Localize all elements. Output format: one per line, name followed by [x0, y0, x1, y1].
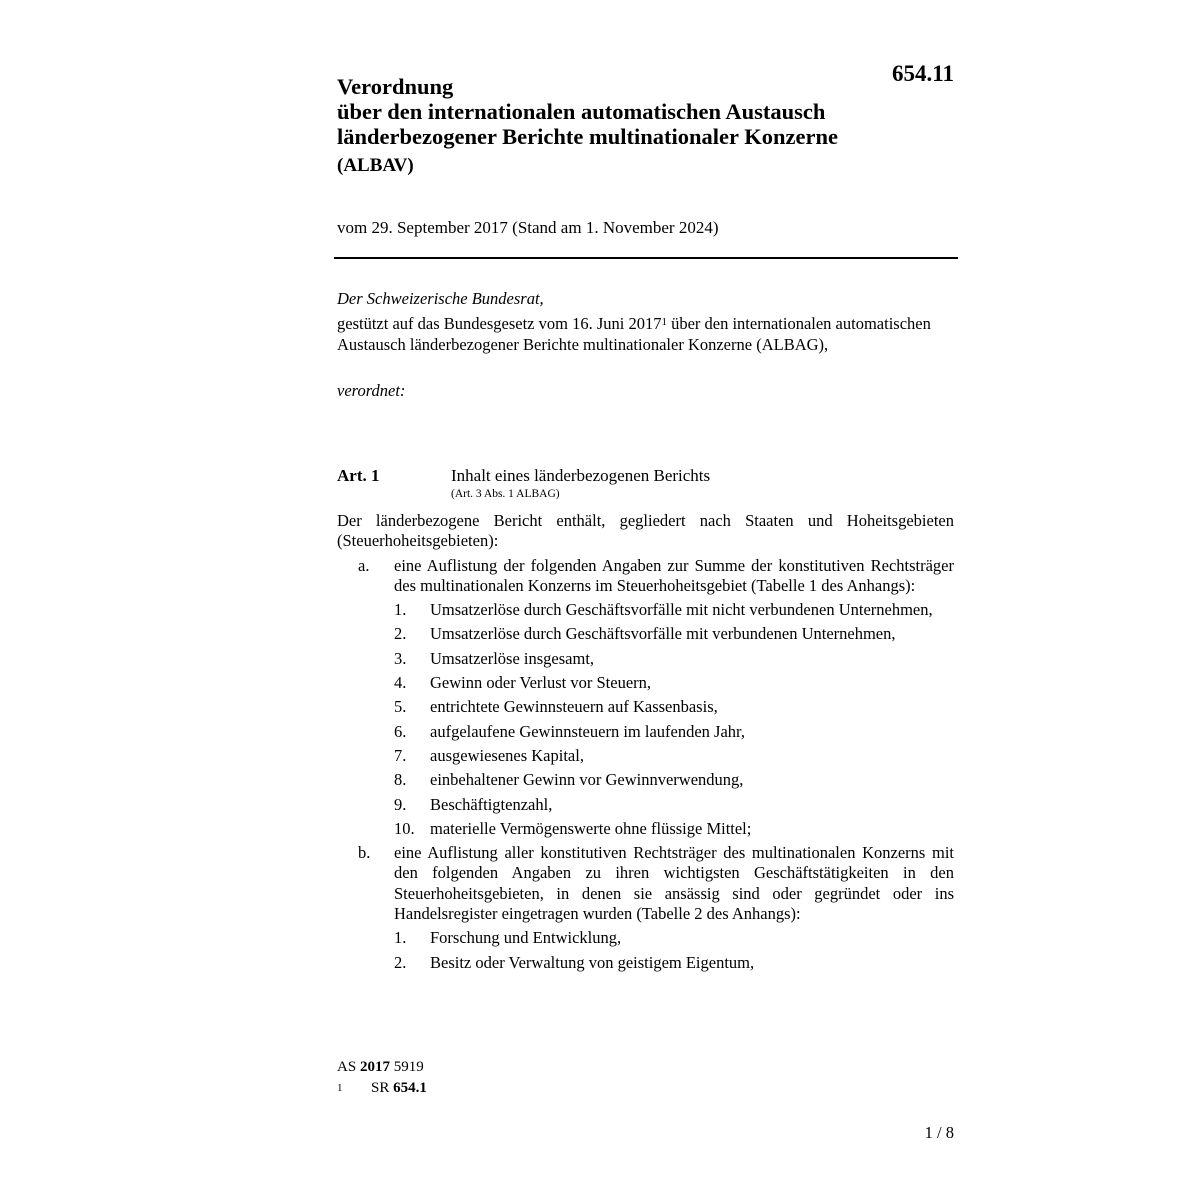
preamble-basis — [337, 314, 957, 355]
sub-item-label: 1. — [394, 600, 407, 620]
list-item-label: a. — [358, 555, 370, 575]
sub-item-label: 10. — [394, 818, 415, 838]
article-title: Inhalt eines länderbezogenen Berichts — [451, 466, 711, 485]
article-label: Art. 1 — [337, 466, 380, 485]
footnote-1 — [337, 1079, 427, 1098]
sub-item — [337, 953, 954, 973]
list-item-text: eine Auflistung aller konstitutiven Rechtsträger des multinationalen Konzerns mit den folgenden Angaben zu ihren wichtigsten Geschäftstätigkeiten in den Steuerhoheitsgebieten, in denen sie ansässig sind oder gegründet oder ins Handelsregister eingetragen wurden (Tabelle 2 des Anhangs): — [394, 843, 954, 924]
sub-item-text: Gewinn oder Verlust vor Steuern, — [430, 673, 652, 693]
sub-item — [337, 624, 954, 644]
footnote-as — [337, 1058, 424, 1077]
sub-item-label: 5. — [394, 697, 407, 717]
sub-item-text: aufgelaufene Gewinnsteuern im laufenden Jahr, — [430, 721, 745, 741]
sub-item-label: 3. — [394, 648, 407, 668]
sub-item — [337, 928, 954, 948]
sub-item — [337, 770, 954, 790]
list-item-text: eine Auflistung der folgenden Angaben zur Summe der konstitutiven Rechtsträger des multinationalen Konzerns im Steuerhoheitsgebiet (Tabelle 1 des Anhangs): — [394, 555, 954, 595]
sub-item — [337, 819, 954, 839]
title-abbreviation: (ALBAV) — [337, 155, 414, 176]
sub-item — [337, 673, 954, 693]
article-reference: (Art. 3 Abs. 1 ALBAG) — [451, 488, 560, 500]
preamble-basis-text-cont: über den internationalen automatischen Austausch länderbezogener Berichte multinationaler Konzerne (ALBAG), — [337, 314, 931, 354]
sub-item-label: 6. — [394, 721, 407, 741]
sub-item — [337, 795, 954, 815]
sub-item-label: 1. — [394, 928, 407, 948]
sub-item — [337, 649, 954, 669]
footnote-as-prefix: AS — [337, 1059, 360, 1075]
sub-item-text: Forschung und Entwicklung, — [430, 928, 622, 948]
sub-item — [337, 697, 954, 717]
title-line: über den internationalen automatischen Austausch — [337, 99, 826, 124]
list-item-label: b. — [358, 843, 371, 863]
sub-item-text: einbehaltener Gewinn vor Gewinnverwendung, — [430, 770, 744, 790]
title-line: Verordnung — [337, 74, 454, 99]
title-line: länderbezogener Berichte multinationaler Konzerne — [337, 124, 838, 149]
sub-item — [337, 722, 954, 742]
document-title — [337, 74, 937, 149]
document-date: vom 29. September 2017 (Stand am 1. November 2024) — [337, 218, 719, 237]
preamble-basis-text: gestützt auf das Bundesgesetz vom 16. Juni 2017 — [337, 314, 662, 333]
sub-item-label: 2. — [394, 952, 407, 972]
footnote-reference-1[interactable]: 1 — [661, 316, 667, 328]
footnote-as-year: 2017 — [359, 1059, 390, 1075]
sub-item-text: Umsatzerlöse durch Geschäftsvorfälle mit verbundenen Unternehmen, — [430, 624, 896, 644]
footnote-sr-number[interactable]: 654.1 — [393, 1080, 427, 1096]
sub-item-label: 4. — [394, 673, 407, 693]
sr-number: 654.11 — [892, 61, 954, 86]
sub-item-text: entrichtete Gewinnsteuern auf Kassenbasis, — [430, 697, 718, 717]
footnote-sr-prefix: SR — [371, 1080, 394, 1096]
sub-item-text: materielle Vermögenswerte ohne flüssige Mittel; — [430, 818, 752, 838]
sub-item-text: Umsatzerlöse insgesamt, — [430, 648, 595, 668]
sub-item-label: 9. — [394, 794, 407, 814]
sub-item-text: Besitz oder Verwaltung von geistigem Eigentum, — [430, 952, 755, 972]
footnote-as-page: 5919 — [389, 1059, 424, 1075]
sub-item-text: Beschäftigtenzahl, — [430, 794, 553, 814]
title-divider — [334, 257, 958, 259]
article-body — [337, 511, 954, 977]
sub-item-label: 2. — [394, 624, 407, 644]
preamble-issuer: Der Schweizerische Bundesrat, — [337, 289, 544, 308]
sub-item-text: ausgewiesenes Kapital, — [430, 745, 584, 765]
footnote-mark: 1 — [337, 1082, 343, 1094]
page-number: 1 / 8 — [924, 1123, 954, 1142]
sub-item-label: 7. — [394, 745, 407, 765]
sub-item — [337, 600, 954, 620]
preamble-verb: verordnet: — [337, 381, 406, 400]
list-item-a — [337, 556, 954, 597]
article-intro: Der länderbezogene Bericht enthält, gegliedert nach Staaten und Hoheitsgebieten (Steuerhoheitsgebieten): — [337, 511, 954, 551]
sub-item — [337, 746, 954, 766]
sub-item-text: Umsatzerlöse durch Geschäftsvorfälle mit nicht verbundenen Unternehmen, — [430, 600, 933, 620]
sub-item-label: 8. — [394, 770, 407, 790]
list-item-b — [337, 843, 954, 924]
